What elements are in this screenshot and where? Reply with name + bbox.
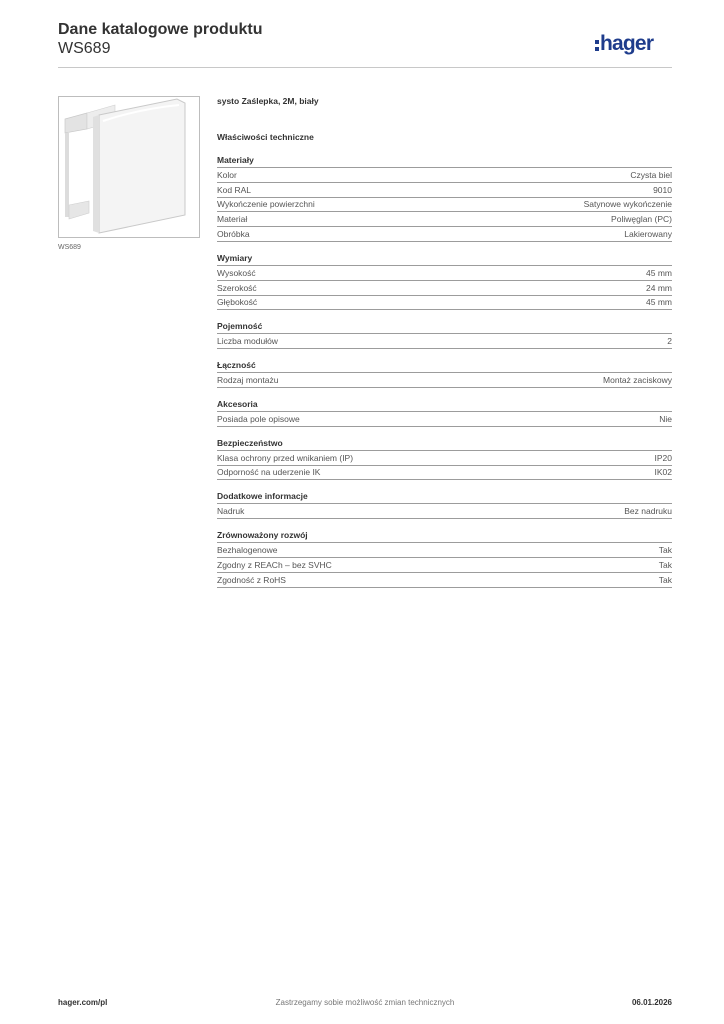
- spec-value: Tak: [658, 574, 672, 585]
- spec-value: Bez nadruku: [624, 506, 672, 517]
- spec-row: [217, 182, 672, 197]
- section-title: Materiały: [217, 155, 254, 165]
- spec-table: [217, 503, 672, 519]
- footer-website: hager.com/pl: [58, 998, 108, 1007]
- spec-row: [217, 465, 672, 481]
- spec-value: Montaż zaciskowy: [603, 375, 672, 386]
- spec-section: [217, 437, 672, 481]
- footer-date: 06.01.2026: [631, 998, 672, 1007]
- product-details: [217, 94, 672, 588]
- spec-row: [217, 333, 672, 349]
- spec-value: 45 mm: [646, 297, 672, 308]
- logo-text: hager: [600, 32, 654, 55]
- spec-row: [217, 167, 672, 182]
- spec-label: Wysokość: [217, 267, 256, 278]
- section-title: Dodatkowe informacje: [217, 491, 308, 502]
- spec-value: Lakierowany: [624, 229, 672, 240]
- spec-section: [217, 320, 672, 349]
- logo-dot-top: [595, 40, 599, 44]
- specs-sections: [217, 154, 672, 588]
- spec-label: Kolor: [217, 169, 237, 180]
- spec-table: [217, 265, 672, 310]
- spec-label: Liczba modułów: [217, 336, 278, 347]
- section-title: Zrównoważony rozwój: [217, 530, 308, 541]
- spec-table: [217, 542, 672, 587]
- hager-logo: [594, 28, 674, 58]
- spec-label: Klasa ochrony przed wnikaniem (IP): [217, 452, 354, 463]
- spec-label: Nadruk: [217, 506, 245, 517]
- spec-row: [217, 280, 672, 295]
- spec-label: Szerokość: [217, 282, 257, 293]
- spec-row: [217, 557, 672, 572]
- spec-section: [217, 398, 672, 427]
- section-title: Wymiary: [217, 252, 253, 263]
- product-name: systo Zaślepka, 2M, biały: [217, 96, 319, 106]
- spec-value: IP20: [654, 452, 672, 463]
- spec-label: Kod RAL: [217, 184, 252, 195]
- spec-table: [217, 333, 672, 349]
- spec-label: Bezhalogenowe: [217, 545, 278, 556]
- spec-row: [217, 211, 672, 226]
- section-title: Pojemność: [217, 321, 263, 332]
- spec-label: Obróbka: [217, 229, 250, 240]
- spec-value: 9010: [653, 184, 672, 195]
- spec-row: [217, 265, 672, 280]
- spec-label: Posiada pole opisowe: [217, 413, 300, 424]
- spec-label: Zgodny z REACh – bez SVHC: [217, 559, 332, 570]
- footer-notice: Zastrzegamy sobie możliwość zmian technicznych: [275, 998, 455, 1007]
- spec-section: [217, 252, 672, 310]
- spec-row: [217, 542, 672, 557]
- spec-row: [217, 572, 672, 588]
- logo-dot-bottom: [595, 47, 599, 51]
- spec-label: Odporność na uderzenie IK: [217, 467, 321, 478]
- spec-row: [217, 411, 672, 427]
- spec-row: [217, 197, 672, 212]
- spec-label: Materiał: [217, 214, 248, 225]
- product-code: WS689: [58, 40, 111, 57]
- spec-value: 24 mm: [646, 282, 672, 293]
- header-divider: [58, 67, 672, 68]
- spec-section: [217, 154, 672, 242]
- page-title: Dane katalogowe produktu: [58, 21, 263, 38]
- image-caption: WS689: [58, 244, 81, 251]
- specs-heading: Właściwości techniczne: [217, 132, 314, 142]
- spec-value: Czysta biel: [630, 169, 672, 180]
- spec-value: Tak: [658, 545, 672, 556]
- spec-value: Nie: [659, 413, 672, 424]
- spec-table: [217, 372, 672, 388]
- spec-table: [217, 411, 672, 427]
- spec-value: Satynowe wykończenie: [583, 199, 672, 210]
- spec-section: [217, 359, 672, 388]
- spec-label: Wykończenie powierzchni: [217, 199, 315, 210]
- spec-row: [217, 372, 672, 388]
- spec-row: [217, 295, 672, 311]
- spec-table: [217, 450, 672, 481]
- spec-value: 45 mm: [646, 267, 672, 278]
- section-title: Bezpieczeństwo: [217, 437, 283, 448]
- product-image: [58, 96, 200, 238]
- footer: [58, 998, 672, 1010]
- spec-row: [217, 226, 672, 242]
- spec-label: Głębokość: [217, 297, 258, 308]
- spec-value: 2: [667, 336, 672, 347]
- section-title: Łączność: [217, 360, 256, 371]
- spec-row: [217, 450, 672, 465]
- spec-label: Rodzaj montażu: [217, 375, 279, 386]
- spec-value: Tak: [658, 559, 672, 570]
- spec-section: [217, 529, 672, 587]
- section-title: Akcesoria: [217, 398, 258, 409]
- spec-value: IK02: [654, 467, 672, 478]
- spec-table: [217, 167, 672, 242]
- spec-section: [217, 490, 672, 519]
- spec-row: [217, 503, 672, 519]
- spec-value: Poliwęglan (PC): [611, 214, 672, 225]
- spec-label: Zgodność z RoHS: [217, 574, 286, 585]
